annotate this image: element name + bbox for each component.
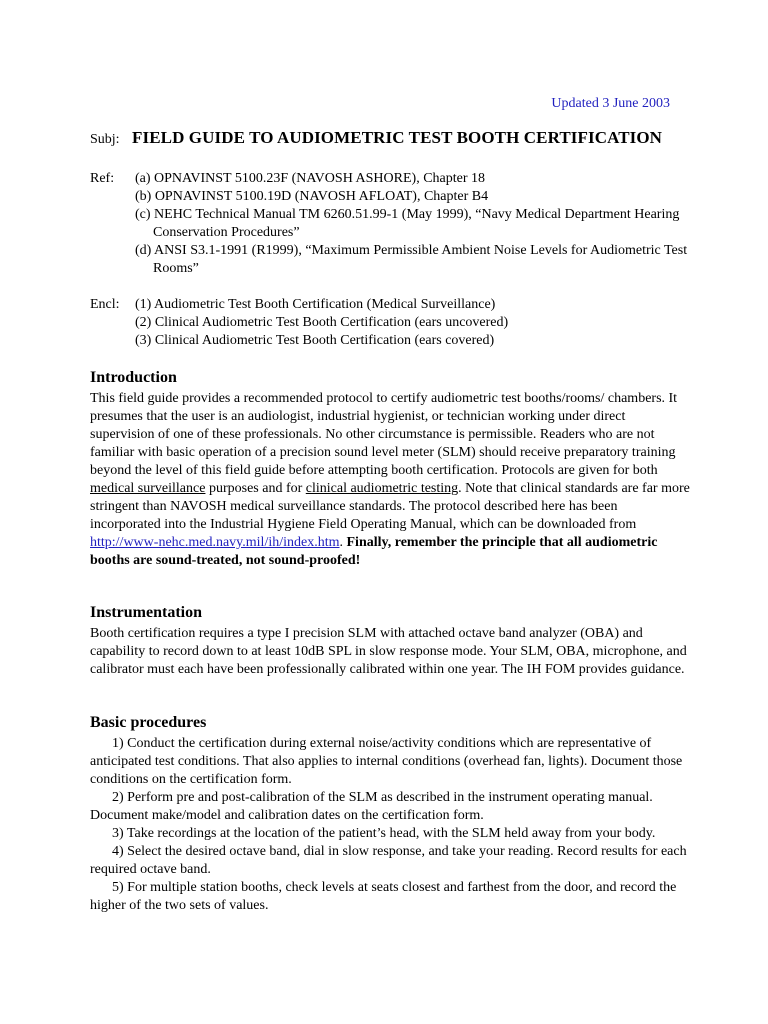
download-link[interactable]: http://www-nehc.med.navy.mil/ih/index.htm [90, 535, 340, 550]
instrumentation-heading: Instrumentation [90, 604, 203, 621]
enclosure-item: (3) Clinical Audiometric Test Booth Certification (ears covered) [135, 333, 495, 348]
reference-item: (a) OPNAVINST 5100.23F (NAVOSH ASHORE), Chapter 18 [135, 171, 486, 186]
procedure-step: 1) Conduct the certification during external noise/activity conditions which are representative of anticipated test conditions. That also applies to internal conditions (overhead fan, lights). Document those conditions on the certification form. [90, 736, 683, 787]
sound-treated-note: Finally, remember the principle that all audiometric booths are sound-treated, not sound-proofed! [90, 535, 658, 568]
procedure-step: 5) For multiple station booths, check levels at seats closest and farthest from the door, and record the higher of the two sets of values. [90, 880, 677, 913]
enclosures-label: Encl: [90, 297, 120, 312]
enclosure-item: (2) Clinical Audiometric Test Booth Certification (ears uncovered) [135, 315, 509, 330]
enclosure-item: (1) Audiometric Test Booth Certification (Medical Surveillance) [135, 297, 496, 312]
enclosures-block [90, 296, 710, 350]
instrumentation-paragraph: Booth certification requires a type I precision SLM with attached octave band analyzer (OBA) and capability to record down to at least 10dB SPL in slow response mode. Your SLM, OBA, microphone, and calibrator must each have been professionally calibrated within one year. The IH FOM provides guidance. [90, 626, 687, 677]
intro-text: . [339, 535, 347, 550]
introduction-heading: Introduction [90, 369, 177, 386]
medical-surveillance-term: medical surveillance [90, 481, 206, 496]
updated-date: Updated 3 June 2003 [551, 96, 670, 111]
procedure-step: 3) Take recordings at the location of the patient’s head, with the SLM held away from your body. [112, 826, 656, 841]
subject-line [90, 129, 710, 149]
introduction-section [90, 368, 690, 570]
clinical-testing-term: clinical audiometric testing [305, 481, 459, 496]
introduction-paragraph [90, 390, 690, 570]
intro-text: This field guide provides a recommended protocol to certify audiometric test booths/rooms/ chambers. It presumes that the user is an audiologist, industrial hygienist, or technician working under direct supervision of one of these professionals. No other circumstance is permissible. Readers who are not familiar with basic operation of a precision sound level meter (SLM) should receive preparatory training beyond the level of this field guide before attempting booth certification. Protocols are given for both [90, 391, 678, 478]
document-title: FIELD GUIDE TO AUDIOMETRIC TEST BOOTH CERTIFICATION [132, 128, 663, 147]
intro-text: purposes and for [205, 481, 306, 496]
basic-procedures-heading: Basic procedures [90, 714, 207, 731]
reference-item: (d) ANSI S3.1-1991 (R1999), “Maximum Permissible Ambient Noise Levels for Audiometric Test Rooms” [135, 243, 688, 276]
references-label: Ref: [90, 171, 115, 186]
instrumentation-section [90, 603, 690, 679]
subject-label: Subj: [90, 132, 120, 147]
procedure-step: 4) Select the desired octave band, dial in slow response, and take your reading. Record results for each required octave band. [90, 844, 687, 877]
procedure-step: 2) Perform pre and post-calibration of the SLM as described in the instrument operating manual. Document make/model and calibration dates on the certification form. [90, 790, 653, 823]
basic-procedures-section [90, 713, 690, 915]
references-block [90, 170, 710, 278]
reference-item: (c) NEHC Technical Manual TM 6260.51.99-1 (May 1999), “Navy Medical Department Hearing Conservation Procedures” [135, 207, 680, 240]
intro-text: . Note that clinical standards are far more stringent than NAVOSH medical surveillance standards. The protocol described here has been incorporated into the Industrial Hygiene Field Operating Manual, which can be downloaded from [90, 481, 690, 532]
reference-item: (b) OPNAVINST 5100.19D (NAVOSH AFLOAT), Chapter B4 [135, 189, 489, 204]
